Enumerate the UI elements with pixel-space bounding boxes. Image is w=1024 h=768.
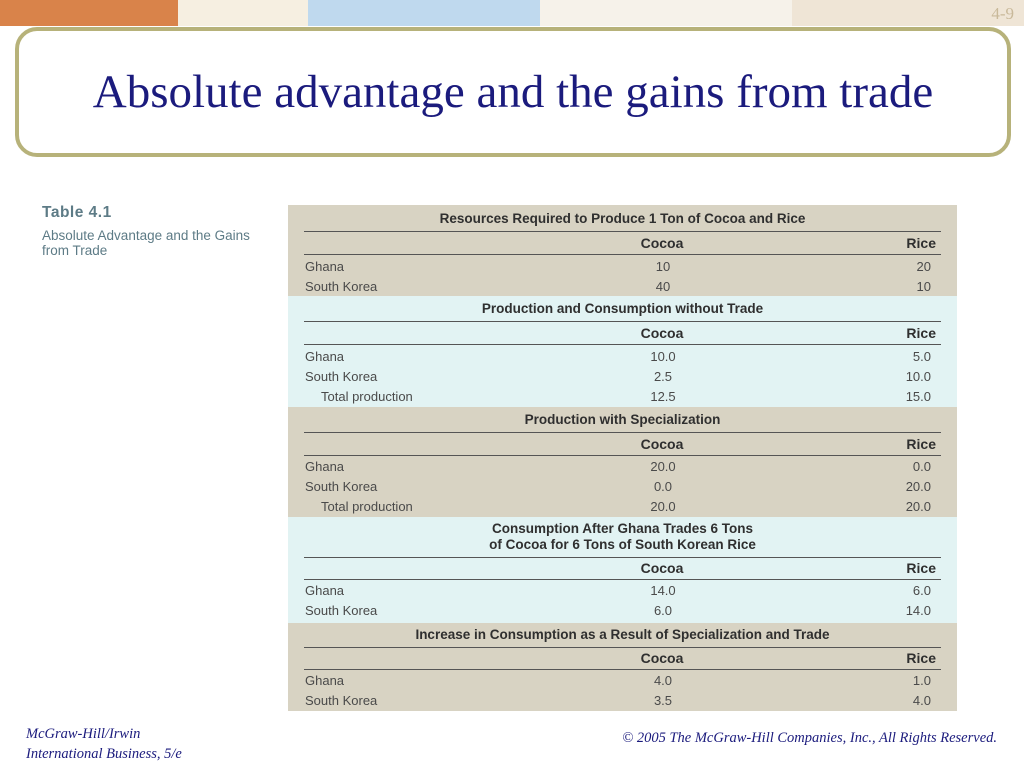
row-label: South Korea bbox=[305, 693, 378, 708]
row-label: South Korea bbox=[305, 603, 378, 618]
cell-cocoa: 0.0 bbox=[653, 479, 673, 494]
section-rule bbox=[304, 455, 941, 456]
table-section-resources bbox=[288, 205, 957, 296]
cell-cocoa: 40 bbox=[655, 279, 671, 294]
table-section-increase bbox=[288, 623, 957, 711]
cell-rice: 5.0 bbox=[912, 349, 931, 364]
column-header-cocoa: Cocoa bbox=[640, 325, 684, 341]
section-title: Increase in Consumption as a Result of Specialization and Trade bbox=[415, 627, 830, 642]
section-title-line-2: of Cocoa for 6 Tons of South Korean Rice bbox=[489, 537, 756, 552]
cell-cocoa: 14.0 bbox=[650, 583, 676, 598]
footer-book: International Business, 5/e bbox=[26, 746, 182, 762]
section-rule bbox=[304, 321, 941, 322]
data-table bbox=[288, 205, 957, 711]
column-header-rice: Rice bbox=[906, 436, 936, 452]
row-label: South Korea bbox=[305, 279, 378, 294]
cell-cocoa: 10 bbox=[655, 259, 671, 274]
cell-cocoa: 3.5 bbox=[653, 693, 673, 708]
column-header-cocoa: Cocoa bbox=[640, 235, 684, 251]
row-label: Ghana bbox=[305, 349, 345, 364]
section-rule bbox=[304, 579, 941, 580]
section-rule bbox=[304, 231, 941, 232]
slide-number: 4-9 bbox=[991, 4, 1014, 23]
cell-cocoa: 12.5 bbox=[650, 389, 676, 404]
cell-rice: 1.0 bbox=[912, 673, 931, 688]
column-header-rice: Rice bbox=[906, 325, 936, 341]
top-bar-segment bbox=[178, 0, 308, 26]
footer-publisher: McGraw-Hill/Irwin bbox=[26, 726, 141, 742]
row-label: Ghana bbox=[305, 459, 345, 474]
top-bar-segment bbox=[540, 0, 792, 26]
cell-rice: 0.0 bbox=[912, 459, 931, 474]
section-rule bbox=[304, 254, 941, 255]
row-label-total: Total production bbox=[321, 389, 413, 404]
cell-rice: 20.0 bbox=[905, 479, 931, 494]
top-bar-segment bbox=[0, 0, 178, 26]
section-title: Production with Specialization bbox=[524, 412, 721, 427]
row-label: South Korea bbox=[305, 369, 378, 384]
row-label: South Korea bbox=[305, 479, 378, 494]
column-header-rice: Rice bbox=[906, 235, 936, 251]
row-label: Ghana bbox=[305, 259, 345, 274]
slide-title: Absolute advantage and the gains from trade bbox=[92, 66, 934, 118]
row-label-total: Total production bbox=[321, 499, 413, 514]
cell-cocoa: 20.0 bbox=[650, 459, 676, 474]
row-label: Ghana bbox=[305, 673, 345, 688]
section-rule bbox=[304, 647, 941, 648]
section-rule bbox=[304, 432, 941, 433]
top-bar-segment bbox=[792, 0, 1024, 26]
cell-cocoa: 2.5 bbox=[653, 369, 673, 384]
section-rule bbox=[304, 557, 941, 558]
table-section-specialization bbox=[288, 407, 957, 517]
table-caption: Absolute Advantage and the Gains from Trade bbox=[42, 228, 250, 258]
column-header-rice: Rice bbox=[906, 650, 936, 666]
title-box bbox=[15, 27, 1011, 157]
section-title: Production and Consumption without Trade bbox=[481, 301, 764, 316]
cell-cocoa: 4.0 bbox=[653, 673, 673, 688]
column-header-rice: Rice bbox=[906, 560, 936, 576]
cell-rice: 20 bbox=[916, 259, 931, 274]
table-label: Table 4.1 bbox=[42, 204, 112, 221]
decorative-top-bar bbox=[0, 0, 1024, 26]
cell-cocoa: 20.0 bbox=[650, 499, 676, 514]
column-header-cocoa: Cocoa bbox=[640, 650, 684, 666]
cell-cocoa: 6.0 bbox=[653, 603, 673, 618]
top-bar-segment bbox=[308, 0, 540, 26]
section-rule bbox=[304, 344, 941, 345]
column-header-cocoa: Cocoa bbox=[640, 436, 684, 452]
row-label: Ghana bbox=[305, 583, 345, 598]
table-section-without-trade bbox=[288, 296, 957, 407]
cell-rice: 4.0 bbox=[912, 693, 931, 708]
cell-rice: 14.0 bbox=[905, 603, 931, 618]
footer-publisher-block bbox=[26, 724, 182, 764]
cell-rice: 6.0 bbox=[912, 583, 931, 598]
cell-rice: 10.0 bbox=[905, 369, 931, 384]
table-section-after-trade bbox=[288, 517, 957, 623]
cell-rice: 15.0 bbox=[905, 389, 931, 404]
cell-rice: 10 bbox=[916, 279, 931, 294]
column-header-cocoa: Cocoa bbox=[640, 560, 684, 576]
section-rule bbox=[304, 669, 941, 670]
footer-copyright: © 2005 The McGraw-Hill Companies, Inc., All Rights Reserved. bbox=[622, 730, 997, 746]
section-title: Resources Required to Produce 1 Ton of Cocoa and Rice bbox=[439, 211, 806, 226]
cell-cocoa: 10.0 bbox=[650, 349, 676, 364]
cell-rice: 20.0 bbox=[905, 499, 931, 514]
section-title-line-1: Consumption After Ghana Trades 6 Tons bbox=[491, 521, 754, 536]
